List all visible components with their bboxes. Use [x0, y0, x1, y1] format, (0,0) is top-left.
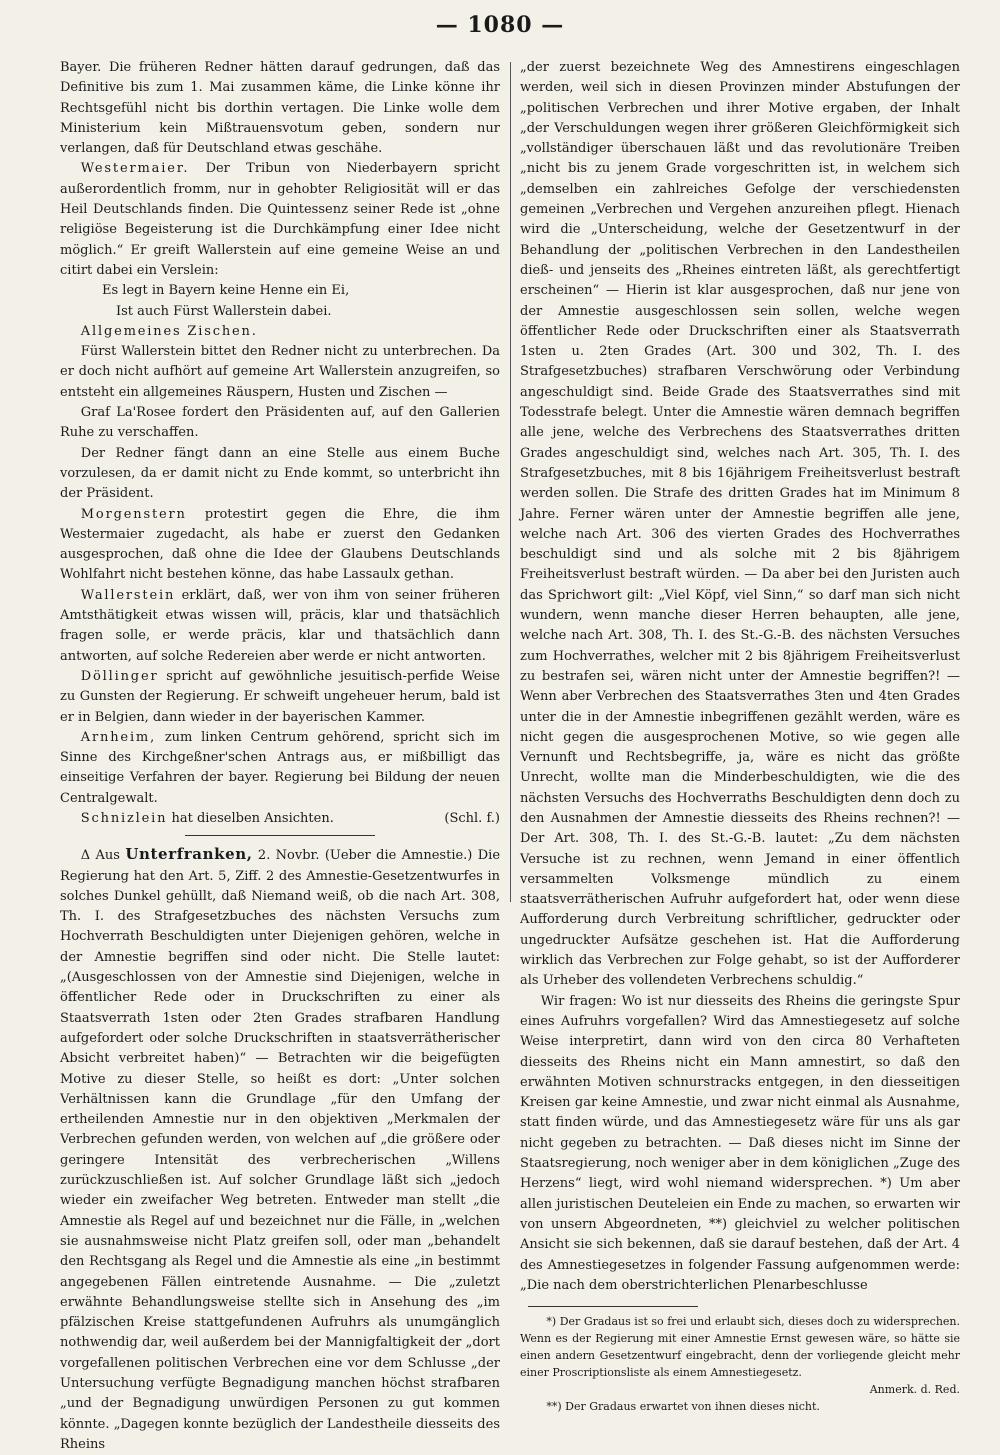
speaker-name: Döllinger [80, 668, 159, 684]
section-divider [185, 835, 375, 836]
footnote: *) Der Gradaus ist so frei und erlaubt sich, dieses doch zu widersprechen. Wenn es der Regierung mit einer Amnestie Ernst gewesen wäre, so hätte sie einen andern Gesetzentwurf eingebracht, denn der vorliegende gleicht mehr einer Proscriptionsliste als einem Amnestiegesetz. [520, 1315, 960, 1380]
left-column [60, 58, 501, 1452]
page-number: — 1080 — [435, 12, 565, 38]
paragraph: Fürst Wallerstein bittet den Redner nicht zu unterbrechen. Da er doch nicht aufhört auf gemeine Art Wallerstein anzugreifen, so entsteht ein allgemeines Räuspern, Husten und Zischen — [60, 344, 500, 400]
footnote-divider [528, 1306, 698, 1307]
speaker-name: Morgenstern [80, 506, 187, 522]
paragraph-text: spricht auf gewöhnliche jesuitisch-perfide Weise zu Gunsten der Regierung. Er schweift ungeheuer herum, bald ist er in Belgien, dann wieder in der bayerischen Kammer. [60, 668, 500, 725]
speaker-name: Wallerstein [80, 587, 176, 603]
paragraph-text: zum linken Centrum gehörend, spricht sich im Sinne des Kirchgeßner'schen Antrags aus, er mißbilligt das einseitige Verfahren der bayer. Regierung bei Bildung der neuen Centralgewalt. [60, 729, 500, 806]
paragraph-text: Der Tribun von Niederbayern spricht außerordentlich fromm, nur in gehobter Religiosität will er das Heil Deutschlands finden. Die Quintessenz seiner Rede ist „ohne religiöse Begeisterung ist die Durchkämpfung einer Idee nicht möglich.“ Er greift Wallerstein auf eine gemeine Weise an und citirt dabei ein Verslein: [60, 161, 500, 278]
paragraph-text: hat dieselben Ansichten. [171, 810, 334, 826]
footnotes [520, 1313, 960, 1415]
paragraph: Bayer. Die früheren Redner hätten darauf gedrungen, daß das Definitive bis zum 1. Mai zusammen käme, die Linke könne ihr Rechtsgefühl nicht bis dorthin vertagen. Die Linke wolle dem Ministerium kein Mißtrauensvotum geben, sondern nur verlangen, daß für Deutschland etwas geschähe. [60, 60, 500, 157]
article [60, 844, 500, 1455]
speaker-name: Arnheim, [80, 729, 157, 745]
article-text: 2. Novbr. (Ueber die Amnestie.) Die Regierung hat den Art. 5, Ziff. 2 des Amnestie-Gesetzentwurfes in solches Dunkel gehüllt, daß Niemand weiß, ob die nach Art. 308, Th. I. des Strafgesetzbuches des nächsten Versuchs zum Hochverrath Beschuldigten unter Diejenigen gehören, welche in der Amnestie begriffen sind oder nicht. Die Stelle lautet: „(Ausgeschlossen von der Amnestie sind Diejenigen, welche in öffentlicher Rede oder in Druckschriften zu einer als Staatsverrath 1sten oder 2ten Grades strafbaren Handlung aufgefordert oder solche Druckschriften in staatsverrätherischer Absicht verbreitet haben)“ — Betrachten wir die beigefügten Motive zu dieser Stelle, so heißt es dort: „Unter solchen Verhältnissen kann die Grundlage „für den Umfang der ertheilenden Amnestie nur in den objektiven „Merkmalen der Verbrechen gefunden werden, von welchen auf „die größere oder geringere Intensität des verbrecherischen „Willens zurückzuschließen ist. Auf solcher Grundlage läßt sich „jedoch wieder ein zweifacher Weg betreten. Entweder man stellt „die Amnestie als Regel auf und bezeichnet nur die Fälle, in „welchen sie ausnahmsweise nicht Platz greifen soll, oder man „behandelt den Rechtsgang als Regel und die Amnestie als eine „in bestimmt angegebenen Fällen eintretende Ausnahme. — Die „zuletzt erwähnte Behandlungsweise stellte sich in Ansehung des „im pfälzischen Kreise stattgefundenen Aufruhrs als unumgänglich nothwendig dar, weil außerdem bei der Mannigfaltigkeit der „dort vorgefallenen politischen Verbrechen eine vor dem Schlusse „der Untersuchung verfügte Begnadigung manchen höchst strafbaren „und der Begnadigung unwürdigen Personen zu gut kommen könnte. „Dagegen konnte bezüglich der Landestheile diesseits des Rheins [60, 848, 501, 1452]
paragraph: „der zuerst bezeichnete Weg des Amnestirens eingeschlagen werden, weil sich in diesen Provinzen minder Abstufungen der „politischen Verbrechen und ihrer Motive ergaben, der Inhalt „der Verschuldungen wegen ihrer größeren Gleichförmigkeit sich „vollständiger überschauen läßt und das revolutionäre Treiben „nicht bis zu jenem Grade vorgeschritten ist, in welchem sich „demselben ein zahlreiches Gefolge der verschiedensten gemeinen „Verbrechen und Vergehen anzureihen pflegt. Hienach wird die „Unterscheidung, welche der Gesetzentwurf in der Behandlung der „politischen Verbrechen in den Landestheilen dieß- und jenseits des „Rheines eintreten läßt, als gerechtfertigt erscheinen“ — Hierin ist klar ausgesprochen, daß nur jene von der Amnestie ausgeschlossen sein sollen, welche wegen öffentlicher Rede oder Druckschriften einer als Staatsverrath 1sten u. 2ten Grades (Art. 300 und 302, Th. I. des Strafgesetzbuches) strafbaren Verschwörung oder Verbindung angeschuldigt sind. Beide Grade des Staatsverrathes sind mit Todesstrafe belegt. Unter die Amnestie wären demnach begriffen alle jene, welche des Verbrechens des Staatsverrathes dritten Grades angeschuldigt sind, welches nach Art. 305, Th. I. des Strafgesetzbuches, mit 8 bis 16jährigem Freiheitsverlust bestraft werden sollen. Die Strafe des dritten Grades hat im Minimum 8 Jahre. Ferner wären unter der Amnestie begriffen alle jene, welche nach Art. 306 des vierten Grades des Hochverrathes beschuldigt sind und als solche mit 2 bis 8jährigem Freiheitsverlust bestraft würden. — Da aber bei den Juristen auch das Sprichwort gilt: „Viel Köpf, viel Sinn,“ so darf man sich nicht wundern, wenn manche dieser Herren behaupten, alle jene, welche nach Art. 308, Th. I. des St.-G.-B. des nächsten Versuches zum Hochverrathes, welcher mit 2 bis 8jährigem Freiheitsverlust zu bestrafen sei, wären nicht unter der Amnestie begriffen?! — Wenn aber Verbrechen des Staatsverrathes 3ten und 4ten Grades unter die in der Amnestie inbegriffenen gezählt werden, wäre es nicht gegen die ausgesprochenen Motive, so wie gegen alle Vernunft und Rechtsbegriffe, ja, wäre es nicht das größte Unrecht, wollte man die Minderbeschuldigten, wie die des nächsten Versuchs des Hochverraths Beschuldigten denn doch zu den Ausnahmen der Amnestie diesseits des Rheins rechnen?! — Der Art. 308, Th. I. des St.-G.-B. lautet: „Zu dem nächsten Versuche ist zu rechnen, wenn Jemand in einer öffentlich versammelten Volksmenge mündlich zu einem staatsverrätherischen Aufruhr aufgefordert hat, oder wenn diese Aufforderung durch Verbreitung schriftlicher, gedruckter oder ungedruckter Aufsätze geschehen ist. Hat die Aufforderung wirklich das Verbrechen zur Folge gehabt, so ist der Aufforderer als Urheber des vollendeten Verbrechens schuldig.“ [520, 60, 960, 989]
paragraph [60, 728, 500, 809]
paragraph [60, 159, 500, 281]
paragraph-text: erklärt, daß, wer von ihm von seiner früheren Amtsthätigkeit etwas wissen will, präcis, klar und thatsächlich fragen solle, er werde präcis, klar und thatsächlich dann antworten, auf solche Redereien aber werde er nicht antworten. [60, 587, 500, 664]
paragraph-text: protestirt gegen die Ehre, die ihm Westermaier zugedacht, als habe er zuerst den Gedanken ausgesprochen, daß ohne die Idee der Glaubens Deutschlands Wohlfahrt nicht bestehen könne, das habe Lassaulx gethan. [60, 506, 500, 583]
verse-line: Es legt in Bayern keine Henne ein Ei, [102, 283, 350, 299]
continuation-note: (Schl. f.) [444, 810, 500, 826]
paragraph: Graf La'Rosee fordert den Präsidenten auf, auf den Gallerien Ruhe zu verschaffen. [60, 405, 500, 441]
paragraph: Der Redner fängt dann an eine Stelle aus einem Buche vorzulesen, da er damit nicht zu Ende kommt, so unterbricht ihn der Präsident. [60, 445, 500, 502]
column-divider [510, 62, 511, 902]
footnote: **) Der Gradaus erwartet von ihnen dieses nicht. [546, 1400, 820, 1414]
paragraph [60, 505, 500, 586]
paragraph: Wir fragen: Wo ist nur diesseits des Rheins die geringste Spur eines Aufruhrs vorgefallen? Wird das Amnestiegesetz auf solche Weise interpretirt, dann wird von den circa 80 Verhafteten diesseits des Rheins nicht ein Mann amnestirt, so daß den erwähnten Motiven schnurstracks entgegen, in den diesseitigen Kreisen gar keine Amnestie, und zwar nicht einmal als Ausnahme, statt finden würde, und das Amnestiegesetz wäre für uns als gar nicht gegeben zu betrachten. — Daß dieses nicht im Sinne der Staatsregierung, noch weniger aber in dem königlichen „Zuge des Herzens“ liegt, wird wohl niemand widersprechen. *) Um aber allen juristischen Deuteleien ein Ende zu machen, so erwarten wir von unsern Abgeordneten, **) gleichviel zu welcher politischen Ansicht sie sich bekennen, daß sie darauf bestehen, daß der Art. 4 des Amnestiegesetzes in folgender Fassung aufgenommen werde: „Die nach dem oberstrichterlichen Plenarbeschlusse [520, 993, 960, 1293]
footnote-signature: Anmerk. d. Red. [869, 1383, 960, 1397]
article-place: Unterfranken, [125, 845, 253, 864]
speaker-name: Schnizlein [80, 810, 168, 826]
right-column [520, 58, 960, 1414]
article-prefix: Δ Aus [80, 848, 120, 864]
speaker-name: Westermaier. [80, 161, 190, 177]
paragraph: Allgemeines Zischen. [80, 323, 258, 339]
paragraph [60, 586, 500, 667]
verse-line: Ist auch Fürst Wallerstein dabei. [116, 303, 332, 319]
paragraph [60, 809, 500, 829]
paragraph [60, 667, 500, 728]
